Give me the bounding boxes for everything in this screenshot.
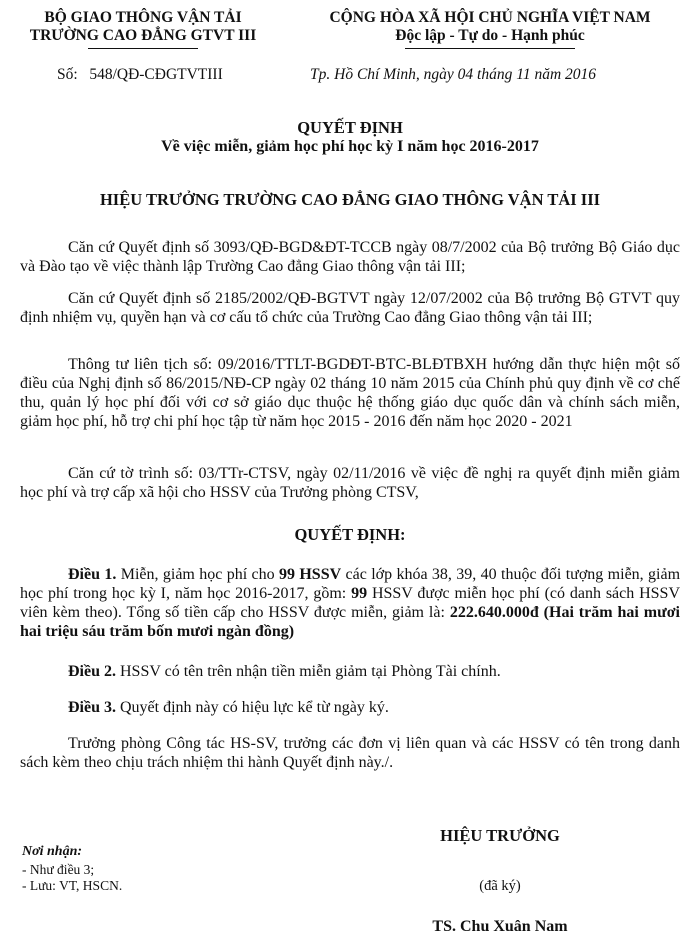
article-3-text: Quyết định này có hiệu lực kể từ ngày ký. xyxy=(116,699,389,716)
article-2-label: Điều 2. xyxy=(68,663,116,680)
doc-number-value: 548/QĐ-CĐGTVTIII xyxy=(89,66,223,83)
closing-paragraph: Trưởng phòng Công tác HS-SV, trưởng các đơn vị liên quan và các HSSV có tên trong danh sách kèm theo chịu trách nhiệm thi hành Quyết định này./. xyxy=(20,735,680,771)
decision-heading: QUYẾT ĐỊNH: xyxy=(294,525,406,544)
issuing-ministry: BỘ GIAO THÔNG VẬN TẢI xyxy=(44,9,242,26)
decision-subject: Về việc miễn, giảm học phí học kỳ I năm học 2016-2017 xyxy=(161,138,539,155)
recipient-item: - Như điều 3; xyxy=(22,862,95,877)
article-1-amount: 222.640.000đ (Hai trăm hai mươi hai triệu sáu trăm bốn mươi ngàn đồng) xyxy=(20,604,680,640)
ground-2: Căn cứ Quyết định số 2185/2002/QĐ-BGTVT ngày 12/07/2002 của Bộ trưởng Bộ GTVT quy định nhiệm vụ, quyền hạn và cơ cấu tổ chức của Trường Cao đẳng Giao thông vận tải III; xyxy=(20,290,680,326)
ground-4: Căn cứ tờ trình số: 03/TTr-CTSV, ngày 02/11/2016 về việc đề nghị ra quyết định miễn giảm học phí và trợ cấp xã hội cho HSSV của Trưởng phòng CTSV, xyxy=(20,465,680,501)
article-1-text-1: Miễn, giảm học phí cho xyxy=(116,566,279,583)
signer-name: TS. Chu Xuân Nam xyxy=(432,918,568,935)
issuing-authority: HIỆU TRƯỞNG TRƯỜNG CAO ĐẲNG GIAO THÔNG VẬN TẢI III xyxy=(99,190,601,209)
national-motto: Độc lập - Tự do - Hạnh phúc xyxy=(395,27,585,44)
article-1-count: 99 HSSV xyxy=(278,566,342,583)
article-3 xyxy=(20,698,680,717)
doc-number-label: Số: xyxy=(57,66,78,83)
place-date: Tp. Hồ Chí Minh, ngày 04 tháng 11 năm 2016 xyxy=(310,66,597,83)
document-number xyxy=(57,65,223,84)
article-1 xyxy=(20,565,680,641)
article-1-text-3: HSSV được miễn học phí (có danh sách HSSV viên kèm theo). Tổng số tiền cấp cho HSSV được miễn, giảm là: xyxy=(20,585,680,621)
national-title: CỘNG HÒA XÃ HỘI CHỦ NGHĨA VIỆT NAM xyxy=(329,9,651,26)
signed-note: (đã ký) xyxy=(479,878,521,894)
recipients-label: Nơi nhận: xyxy=(22,844,83,859)
recipient-item: - Lưu: VT, HSCN. xyxy=(22,878,123,893)
header-left-rule xyxy=(88,48,198,49)
article-1-label: Điều 1. xyxy=(68,566,117,583)
article-1-text-2: các lớp khóa 38, 39, 40 thuộc đối tượng miễn, giảm học phí trong học kỳ I, năm học 2016-2017, gồm: xyxy=(20,566,681,602)
article-2-text: HSSV có tên trên nhận tiền miễn giảm tại Phòng Tài chính. xyxy=(116,663,501,680)
article-2 xyxy=(20,662,680,681)
article-3-label: Điều 3. xyxy=(68,699,116,716)
article-1-exempt-count: 99 xyxy=(351,585,368,602)
issuing-school: TRƯỜNG CAO ĐẲNG GTVT III xyxy=(29,27,257,44)
ground-3: Thông tư liên tịch số: 09/2016/TTLT-BGDĐT-BTC-BLĐTBXH hướng dẫn thực hiện một số điều của Nghị định số 86/2015/NĐ-CP ngày 02 tháng 10 năm 2015 của Chính phủ quy định về cơ chế thu, quản lý học phí đối với cơ sở giáo dục thuộc hệ thống giáo dục quốc dân và chính sách miễn, giảm học phí, hỗ trợ chi phí học tập từ năm học 2015 - 2016 đến năm học 2020 - 2021 xyxy=(20,356,680,430)
header-right-rule xyxy=(405,48,575,49)
decision-title: QUYẾT ĐỊNH xyxy=(297,118,403,137)
signer-title: HIỆU TRƯỞNG xyxy=(440,826,560,845)
ground-1: Căn cứ Quyết định số 3093/QĐ-BGD&ĐT-TCCB ngày 08/7/2002 của Bộ trưởng Bộ Giáo dục và Đào tạo về việc thành lập Trường Cao đẳng Giao thông vận tải III; xyxy=(20,239,680,275)
